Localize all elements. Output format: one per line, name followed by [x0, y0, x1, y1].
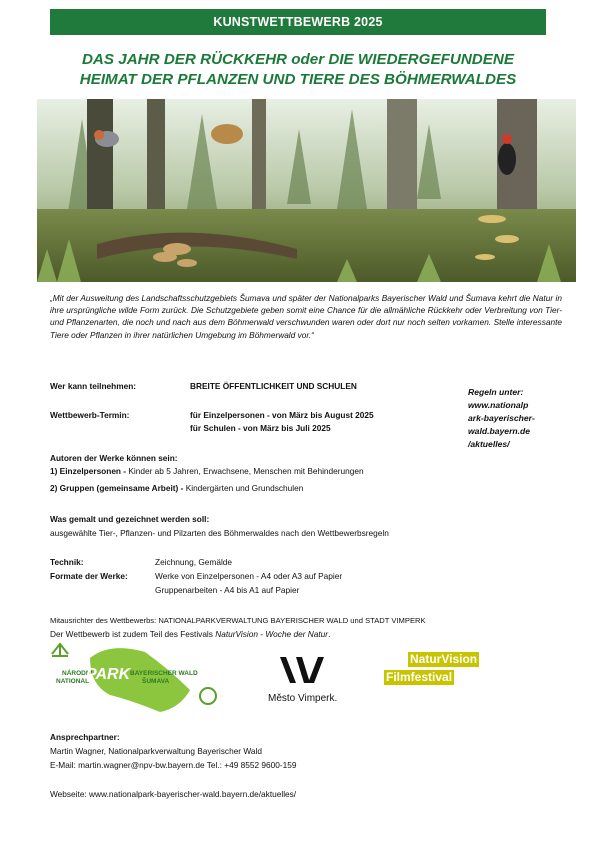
- np-text-1: NÁRODNÍ: [62, 670, 93, 677]
- np-text-2: NATIONAL: [56, 678, 90, 685]
- nv-text-2: Filmfestival: [386, 670, 453, 684]
- festival-note: Der Wettbewerb ist zudem Teil des Festivals NaturVision - Woche der Natur.: [50, 629, 331, 639]
- subject-heading: Was gemalt und gezeichnet werden soll:: [50, 514, 210, 524]
- np-text-4: ŠUMAVA: [142, 678, 170, 685]
- formats-label: Formate der Werke:: [50, 571, 128, 581]
- rules-line-3: ark-bayerischer-: [468, 413, 535, 423]
- rules-link[interactable]: [468, 386, 558, 451]
- vimperk-logo: [268, 655, 358, 710]
- participants-label: Wer kann teilnehmen:: [50, 381, 137, 391]
- page-title: [40, 50, 556, 90]
- rules-line-1: Regeln unter:: [468, 387, 524, 397]
- authors-item-1: 1) Einzelpersonen - Kinder ab 5 Jahren, Erwachsene, Menschen mit Behinderungen: [50, 466, 364, 476]
- title-line-2: HEIMAT DER PFLANZEN UND TIERE DES BÖHMERWALDES: [79, 71, 517, 88]
- contact-name: Martin Wagner, Nationalparkverwaltung Bayerischer Wald: [50, 746, 262, 756]
- title-line-1: DAS JAHR DER RÜCKKEHR oder DIE WIEDERGEFUNDENE: [81, 51, 515, 68]
- dates-line-1: für Einzelpersonen - von März bis August 2025: [190, 410, 374, 420]
- website-link[interactable]: Webseite: www.nationalpark-bayerischer-wald.bayern.de/aktuelles/: [50, 789, 297, 799]
- technique-value: Zeichnung, Gemälde: [155, 557, 233, 567]
- subject-text: ausgewählte Tier-, Pflanzen- und Pilzarten des Böhmerwaldes nach den Wettbewerbsregeln: [50, 528, 389, 538]
- formats-line-2: Gruppenarbeiten - A4 bis A1 auf Papier: [155, 585, 300, 595]
- contact-email[interactable]: E-Mail: martin.wagner@npv-bw.bayern.de Tel.: +49 8552 9600-159: [50, 760, 297, 770]
- intro-quote: „Mit der Ausweitung des Landschaftsschutzgebiets Šumava und später der Nationalparks Bayerischer Wald und Šumava kehrt die Natur in ihre ursprüngliche wilde Form zurück. Die Schutzgebiete geben somit eine Chance für die allmähliche Rückkehr oder Verbreitung von Tier- und Pflanzenarten, die noch und nach aus dem Böhmerwald verschwunden waren oder dort nur noch selten vorkamen. Stelle interessante Tiere oder Pflanzen in ihrer natürlichen Umgebung im Böhmerwald vor.“: [50, 293, 562, 340]
- authors-item-2: 2) Gruppen (gemeinsame Arbeit) - Kindergärten und Grundschulen: [50, 483, 304, 493]
- rules-line-5: /aktuelles/: [468, 439, 510, 449]
- participants-value: BREITE ÖFFENTLICHKEIT UND SCHULEN: [190, 381, 357, 391]
- dates-line-2: für Schulen - von März bis Juli 2025: [190, 423, 331, 433]
- vimperk-text: Město Vimperk.: [268, 693, 338, 704]
- naturvision-logo: [384, 652, 494, 692]
- np-park: PARK: [86, 666, 131, 683]
- organizers: Mitausrichter des Wettbewerbs: NATIONALPARKVERWALTUNG BAYERISCHER WALD und STADT VIMPERK: [50, 616, 426, 625]
- technique-label: Technik:: [50, 557, 84, 567]
- authors-heading: Autoren der Werke können sein:: [50, 453, 178, 463]
- formats-line-1: Werke von Einzelpersonen - A4 oder A3 auf Papier: [155, 571, 343, 581]
- rules-line-4: wald.bayern.de: [468, 426, 531, 436]
- nv-text-1: NaturVision: [410, 652, 478, 666]
- vimperk-mark-icon: [278, 655, 338, 685]
- header-banner: KUNSTWETTBEWERB 2025: [50, 9, 546, 35]
- nationalpark-logo: [50, 640, 220, 718]
- rules-line-2: www.nationalp: [468, 400, 529, 410]
- np-text-3: BAYERISCHER WALD: [130, 670, 198, 677]
- contact-heading: Ansprechpartner:: [50, 732, 120, 742]
- dates-label: Wettbewerb-Termin:: [50, 410, 130, 420]
- forest-illustration: [37, 99, 576, 282]
